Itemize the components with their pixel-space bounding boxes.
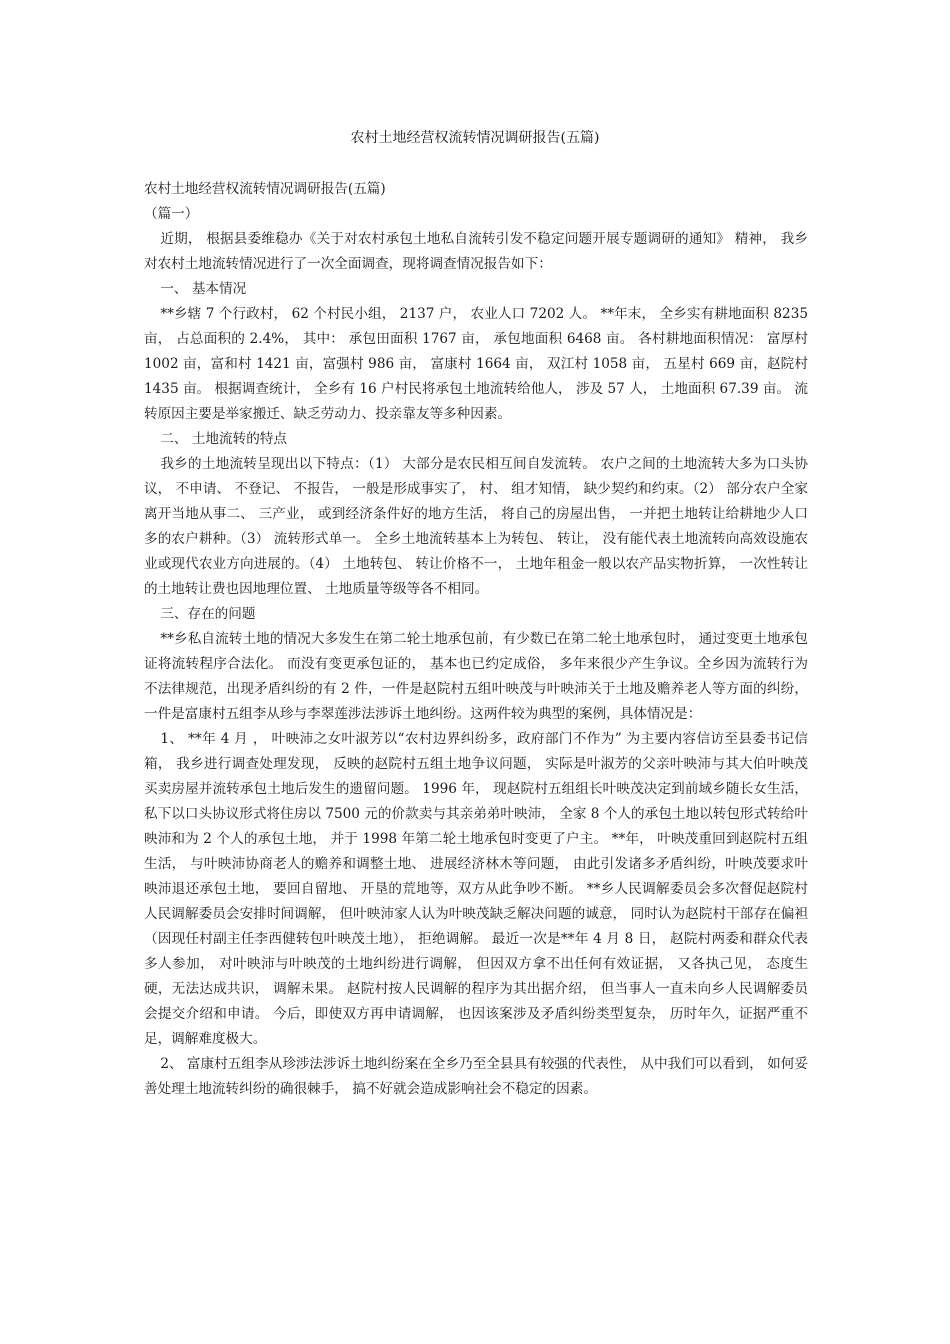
section-heading-basic: 一、 基本情况 (160, 281, 247, 297)
section-heading-features: 二、 土地流转的特点 (160, 431, 287, 447)
paragraph-case-1: 1、 **年 4 月 ， 叶映沛之女叶淑芳以“农村边界纠纷多，政府部门不作为” 为主要内容信访至县委书记信箱， 我乡进行调查处理发现， 反映的赵院村五组土地争议问题， 实际是叶淑芳的父亲叶映沛与其大伯叶映茂买卖房屋并流转承包土地后发生的遗留问题。 1996 年， 现赵院村五组组长叶映茂决定到前域乡随长女生活，私下以口头协议形式将住房以 7500 元的价款卖与其亲弟弟叶映沛， 全家 8 个人的承包土地以转包形式转给叶映沛和为 2 个人的承包土地， 并于 1998 年第二轮土地承包时变更了户主。 **年， 叶映茂重回到赵院村五组生活， 与叶映沛协商老人的赡养和调整土地、 进展经济林木等问题， 由此引发诸多矛盾纠纷，叶映茂要求叶映沛退还承包土地， 要回自留地、 开垦的荒地等，双方从此争吵不断。 **乡人民调解委员会多次督促赵院村人民调解委员会安排时间调解， 但叶映沛家人认为叶映茂缺乏解决问题的诚意， 同时认为赵院村干部存在偏袒（因现任村副主任李西健转包叶映茂土地）， 拒绝调解。 最近一次是**年 4 月 8 日， 赵院村两委和群众代表多人参加， 对叶映沛与叶映茂的土地纠纷进行调解， 但因双方拿不出任何有效证据， 又各执己见， 态度生硬，无法达成共识， 调解未果。 赵院村按人民调解的程序为其出据介绍， 但当事人一直未向乡人民调解委员会提交介绍和申请。 今后，即使双方再申请调解， 也因该案涉及矛盾纠纷类型复杂， 历时年久，证据严重不足，调解难度极大。 (144, 731, 808, 1047)
page-title: 农村土地经营权流转情况调研报告(五篇) (350, 130, 600, 146)
paragraph-case-2: 2、 富康村五组李从珍涉法涉诉土地纠纷案在全乡乃至全县具有较强的代表性， 从中我们可以看到， 如何妥善处理土地流转纠纷的确很棘手， 搞不好就会造成影响社会不稳定的因素。 (144, 1056, 808, 1097)
document-body (144, 177, 808, 1102)
paragraph-intro: 近期， 根据县委维稳办《关于对农村承包土地私自流转引发不稳定问题开展专题调研的通知》 精神， 我乡对农村土地流转情况进行了一次全面调查，现将调查情况报告如下： (144, 231, 808, 272)
paragraph-basic: **乡辖 7 个行政村， 62 个村民小组， 2137 户， 农业人口 7202 人。 **年末， 全乡实有耕地面积 8235 亩， 占总面积的 2.4%， 其中： 承包田面积 1767 亩， 承包地面积 6468 亩。 各村耕地面积情况： 富厚村 1002 亩，富和村 1421 亩，富强村 986 亩， 富康村 1664 亩， 双江村 1058 亩， 五星村 669 亩，赵院村 1435 亩。 根据调查统计， 全乡有 16 户村民将承包土地流转给他人， 涉及 57 人， 土地面积 67.39 亩。 流转原因主要是举家搬迁、缺乏劳动力、投亲靠友等多种因素。 (144, 306, 808, 422)
paragraph-problems: **乡私自流转土地的情况大多发生在第二轮土地承包前，有少数已在第二轮土地承包时， 通过变更土地承包证将流转程序合法化。 而没有变更承包证的， 基本也已约定成俗， 多年来很少产生争议。全乡因为流转行为不法律规范，出现矛盾纠纷的有 2 件，一件是赵院村五组叶映茂与叶映沛关于土地及赡养老人等方面的纠纷， 一件是富康村五组李从珍与李翠莲涉法涉诉土地纠纷。这两件较为典型的案例，具体情况是： (144, 631, 808, 722)
section-heading-problems: 三、存在的问题 (160, 606, 256, 622)
piece-label: （篇一） (144, 206, 199, 222)
document-subtitle: 农村土地经营权流转情况调研报告(五篇) (144, 181, 386, 197)
paragraph-features: 我乡的土地流转呈现出以下特点：（1） 大部分是农民相互间自发流转。 农户之间的土地流转大多为口头协议， 不申请、 不登记、 不报告， 一般是形成事实了， 村、 组才知情， 缺少契约和约束。（2） 部分农户全家离开当地从事二、 三产业， 或到经济条件好的地方生活， 将自己的房屋出售， 一并把土地转让给耕地少人口多的农户耕种。（3） 流转形式单一。 全乡土地流转基本上为转包、 转让， 没有能代表土地流转向高效设施农业或现代农业方向进展的。（4） 土地转包、 转让价格不一， 土地年租金一般以农产品实物折算， 一次性转让的土地转让费也因地理位置、 土地质量等级等各不相同。 (144, 456, 808, 597)
